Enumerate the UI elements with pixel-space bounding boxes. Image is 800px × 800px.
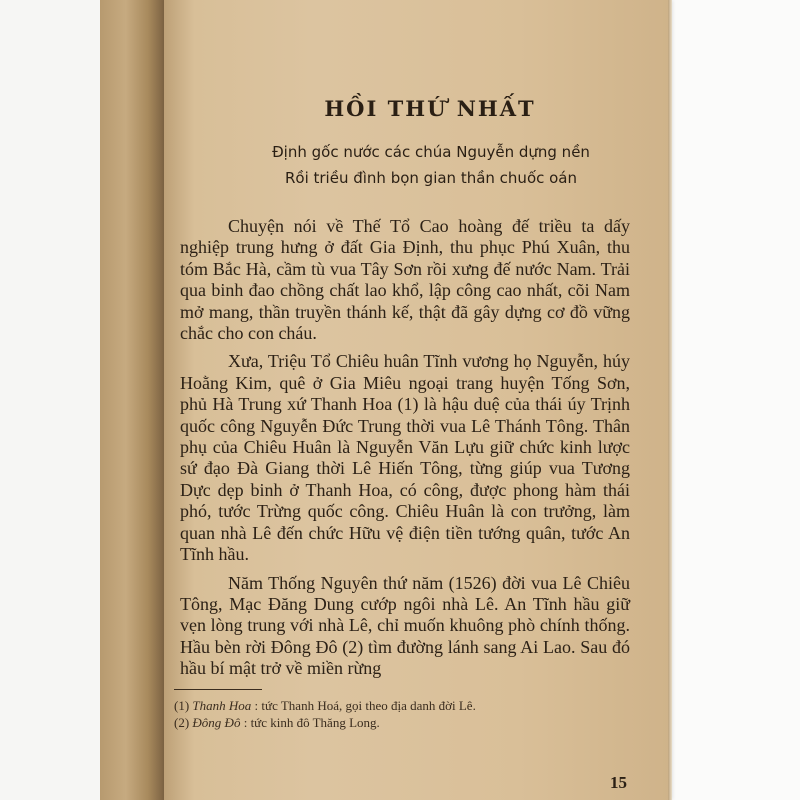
footnote-text: : tức Thanh Hoá, gọi theo địa danh đời Lê. xyxy=(254,698,476,713)
paragraph: Xưa, Triệu Tổ Chiêu huân Tĩnh vương họ Nguyễn, húy Hoằng Kim, quê ở Gia Miêu ngoại trang huyện Tống Sơn, phủ Hà Trung xứ Thanh Hoa (1) là hậu duệ của thái úy Trịnh quốc công Nguyễn Đức Trung thời vua Lê Thánh Tông. Thân phụ của Chiêu Huân là Nguyễn Văn Lựu giữ chức kinh lược sứ đạo Đà Giang thời Lê Hiến Tông, từng giúp vua Tương Dực dẹp binh ở Thanh Hoa, có công, được phong hàm thái phó, tước Trừng quốc công. Chiêu Huân là con trưởng, làm quan nhà Lê đến chức Hữu vệ điện tiền tướng quân, tước An Tĩnh hầu. xyxy=(180,351,630,565)
footnote xyxy=(174,714,604,731)
chapter-subtitle-line-1: Định gốc nước các chúa Nguyễn dựng nền xyxy=(272,143,590,161)
background-right xyxy=(668,0,800,800)
footnote-marker: (1) xyxy=(174,698,190,713)
book-gutter xyxy=(100,0,164,800)
body-text xyxy=(180,216,630,687)
footnote-term: Đông Đô xyxy=(192,715,241,730)
footnote xyxy=(174,697,604,714)
footnote-marker: (2) xyxy=(174,715,190,730)
footnote-term: Thanh Hoa xyxy=(192,698,252,713)
footnotes xyxy=(174,697,604,731)
paragraph: Năm Thống Nguyên thứ năm (1526) đời vua Lê Chiêu Tông, Mạc Đăng Dung cướp ngôi nhà Lê. An Tĩnh hầu giữ vẹn lòng trung với nhà Lê, chỉ muốn khuông phò chính thống. Hầu bèn rời Đông Đô (2) tìm đường lánh sang Ai Lao. Sau đó hầu bí mật trở về miền rừng xyxy=(180,572,630,679)
page-number: 15 xyxy=(610,773,627,792)
footnote-divider xyxy=(174,689,262,690)
chapter-subtitle-line-2: Rồi triều đình bọn gian thần chuốc oán xyxy=(284,169,578,187)
background-left xyxy=(0,0,100,800)
paragraph: Chuyện nói về Thế Tổ Cao hoàng đế triều ta dấy nghiệp trung hưng ở đất Gia Định, thu phục Phú Xuân, thu tóm Bắc Hà, cầm tù vua Tây Sơn rồi xưng đế nước Nam. Trải qua binh đao chồng chất lao khổ, lập công cao nhất, cõi Nam mở mang, thần truyền thánh kế, thật đã gây dựng cơ đồ vững chắc cho con cháu. xyxy=(180,216,630,344)
footnote-text: : tức kinh đô Thăng Long. xyxy=(243,715,380,730)
page-edge xyxy=(668,0,672,800)
chapter-title: HỒI THỨ NHẤT xyxy=(324,96,536,121)
